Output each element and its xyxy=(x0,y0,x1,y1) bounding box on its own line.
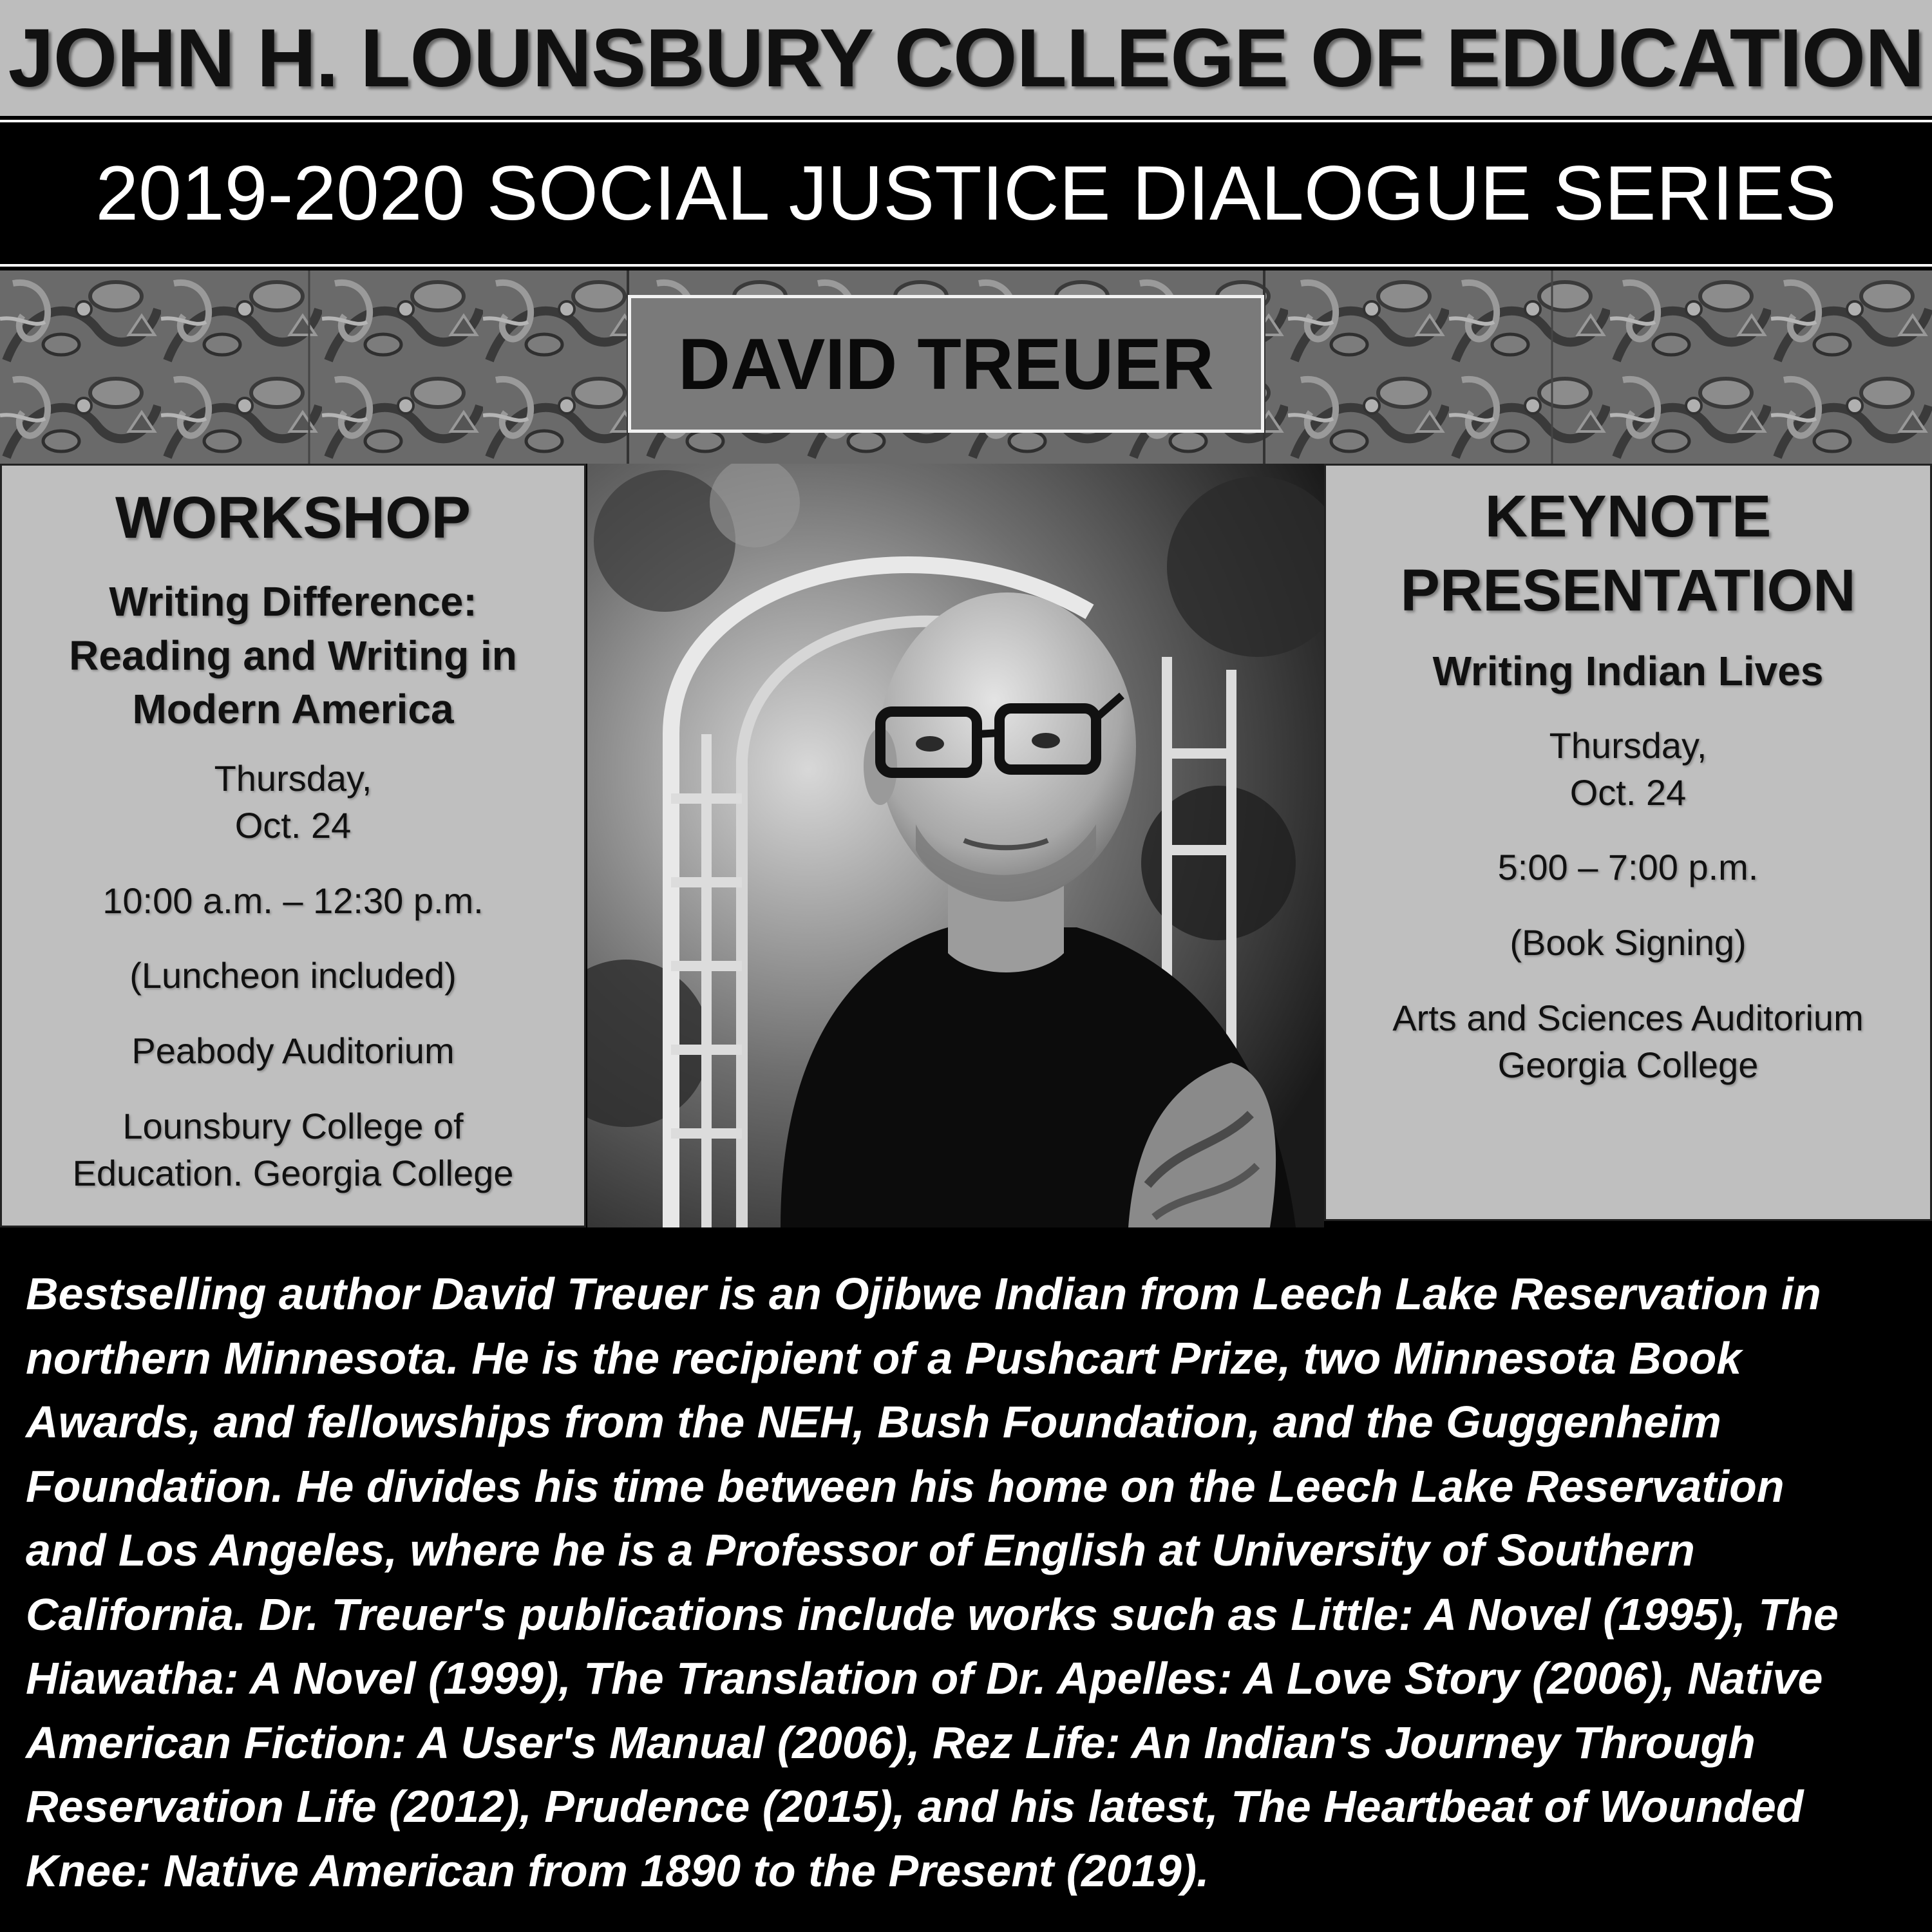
workshop-title-line2: Reading and Writing in xyxy=(69,632,517,679)
keynote-date: Oct. 24 xyxy=(1569,772,1687,813)
keynote-heading-line2: PRESENTATION xyxy=(1400,558,1856,623)
bio-line: California. Dr. Treuer's publications include works such as Little: A Novel (1995), The xyxy=(26,1589,1839,1640)
speaker-name-box xyxy=(628,295,1264,433)
series-banner xyxy=(0,120,1932,267)
bio-line: northern Minnesota. He is the recipient of a Pushcart Prize, two Minnesota Book xyxy=(26,1332,1742,1383)
speaker-portrait-image xyxy=(587,464,1324,1227)
keynote-heading-line1: KEYNOTE xyxy=(1484,484,1772,549)
series-title: 2019-2020 SOCIAL JUSTICE DIALOGUE SERIES xyxy=(95,150,1837,236)
bio-line: Knee: Native American from 1890 to the Present (2019). xyxy=(26,1845,1209,1896)
keynote-venue-line2: Georgia College xyxy=(1497,1044,1759,1085)
workshop-venue: Peabody Auditorium xyxy=(131,1030,455,1072)
bio-line: Reservation Life (2012), Prudence (2015), and his latest, The Heartbeat of Wounded xyxy=(26,1781,1804,1832)
college-banner xyxy=(0,0,1932,116)
bio-line: and Los Angeles, where he is a Professor of English at University of Southern xyxy=(26,1525,1695,1575)
workshop-day: Thursday, xyxy=(214,757,372,799)
workshop-time: 10:00 a.m. – 12:30 p.m. xyxy=(102,880,484,921)
bio-line: Awards, and fellowships from the NEH, Bush Foundation, and the Guggenheim xyxy=(26,1397,1721,1447)
keynote-time: 5:00 – 7:00 p.m. xyxy=(1497,847,1759,888)
bio-line: Bestselling author David Treuer is an Ojibwe Indian from Leech Lake Reservation in xyxy=(26,1269,1821,1319)
college-name: JOHN H. LOUNSBURY COLLEGE OF EDUCATION xyxy=(8,12,1924,104)
bio-line: Foundation. He divides his time between his home on the Leech Lake Reservation xyxy=(26,1461,1785,1511)
keynote-day: Thursday, xyxy=(1549,724,1707,766)
keynote-panel xyxy=(1324,464,1932,1221)
speaker-name: DAVID TREUER xyxy=(678,323,1214,404)
workshop-panel xyxy=(0,464,586,1227)
workshop-date: Oct. 24 xyxy=(234,804,352,846)
speaker-bio xyxy=(26,1262,1919,1903)
bio-line: American Fiction: A User's Manual (2006), Rez Life: An Indian's Journey Through xyxy=(26,1717,1756,1768)
workshop-title-line1: Writing Difference: xyxy=(109,578,477,625)
keynote-title: Writing Indian Lives xyxy=(1432,648,1824,694)
bio-line: Hiawatha: A Novel (1999), The Translation of Dr. Apelles: A Love Story (2006), Native xyxy=(26,1653,1823,1703)
workshop-location-line1: Lounsbury College of xyxy=(122,1105,464,1146)
workshop-location-line2: Education. Georgia College xyxy=(72,1152,514,1193)
workshop-heading: WORKSHOP xyxy=(115,485,471,551)
keynote-note: (Book Signing) xyxy=(1510,922,1747,963)
workshop-note: (Luncheon included) xyxy=(129,955,457,996)
keynote-venue-line1: Arts and Sciences Auditorium xyxy=(1392,998,1864,1039)
speaker-photo xyxy=(587,464,1324,1227)
workshop-title-line3: Modern America xyxy=(132,685,454,732)
